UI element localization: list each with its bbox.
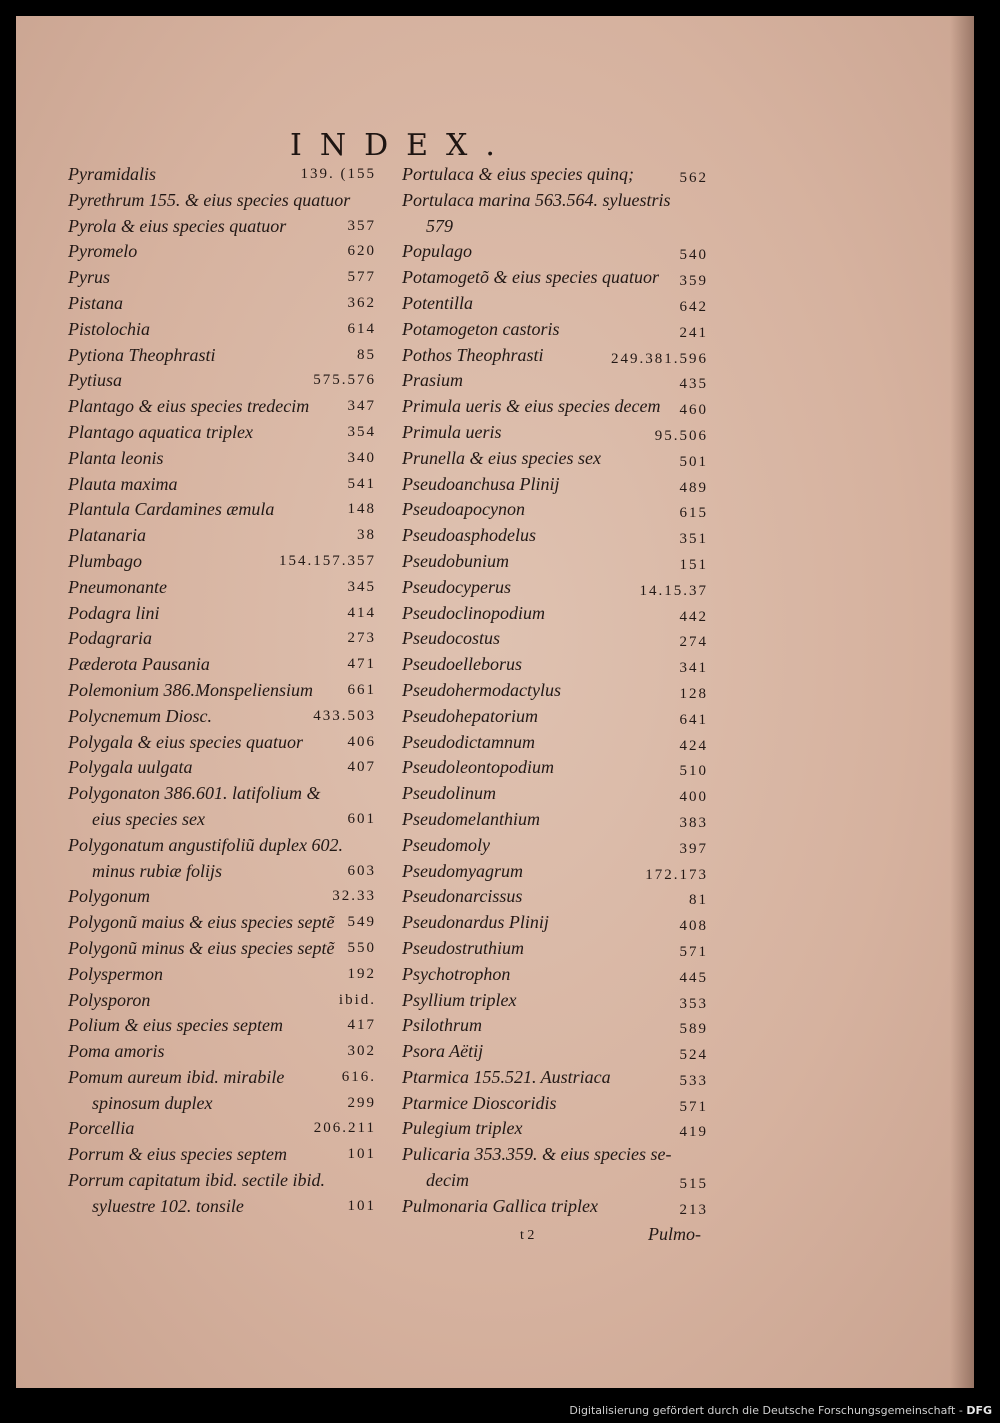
- entry-term: Pseudohermodactylus: [402, 679, 561, 700]
- index-entry: [402, 549, 712, 575]
- entry-term: Pseudobunium: [402, 550, 509, 571]
- index-entry: [68, 1116, 380, 1142]
- entry-term: Pyrethrum 155. & eius species quatuor: [68, 189, 351, 210]
- entry-page-ref: 128: [679, 685, 708, 702]
- entry-page-ref: 549: [347, 914, 376, 931]
- entry-term: Polygonũ maius & eius species septẽ: [68, 912, 335, 933]
- entry-term: Polysporon: [68, 989, 151, 1010]
- entry-page-ref: 85: [357, 346, 376, 363]
- entry-page-ref: 353: [679, 995, 708, 1012]
- index-entry: [68, 1065, 380, 1091]
- entry-page-ref: 540: [679, 247, 708, 264]
- entry-term: spinosum duplex: [92, 1092, 213, 1113]
- entry-page-ref: 302: [347, 1043, 376, 1060]
- entry-term: Porrum capitatum ibid. sectile ibid.: [68, 1170, 325, 1191]
- entry-page-ref: 571: [679, 1098, 708, 1115]
- index-entry: [402, 394, 712, 420]
- index-entry: [402, 807, 712, 833]
- entry-page-ref: 341: [679, 660, 708, 677]
- index-entry: [68, 678, 380, 704]
- entry-term: Pytiusa: [68, 370, 122, 391]
- index-entry: [402, 704, 712, 730]
- index-entry: [68, 446, 380, 472]
- entry-term: Polium & eius species septem: [68, 1015, 283, 1036]
- entry-page-ref: 515: [679, 1176, 708, 1193]
- entry-term: Porrum & eius species septem: [68, 1144, 287, 1165]
- entry-term: Polygonũ minus & eius species septẽ: [68, 937, 335, 958]
- entry-term: Prasium: [402, 370, 464, 391]
- index-entry: [68, 652, 380, 678]
- entry-term: Polygala & eius species quatuor: [68, 731, 303, 752]
- entry-page-ref: 571: [679, 943, 708, 960]
- entry-page-ref: 615: [679, 505, 708, 522]
- index-entry: [402, 1116, 712, 1142]
- index-entry: [68, 188, 380, 214]
- entry-term: Polemonium 386.Monspeliensium: [68, 679, 313, 700]
- entry-term: Populago: [402, 241, 472, 262]
- entry-page-ref: 172.173: [645, 866, 708, 883]
- entry-term: Pseudocostus: [402, 628, 500, 649]
- entry-term: eius species sex: [92, 808, 205, 829]
- entry-page-ref: 442: [679, 608, 708, 625]
- entry-page-ref: 95.506: [654, 427, 708, 444]
- index-entry: [402, 936, 712, 962]
- entry-page-ref: 14.15.37: [639, 582, 708, 599]
- index-entry: [402, 420, 712, 446]
- index-entry: [68, 239, 380, 265]
- credit-text: Digitalisierung gefördert durch die Deutsche Forschungsgemeinschaft -: [569, 1404, 963, 1417]
- entry-page-ref: 601: [347, 810, 376, 827]
- index-entry: [402, 1091, 712, 1117]
- entry-term: Portulaca marina 563.564. syluestris: [402, 189, 671, 210]
- index-entry: [402, 652, 712, 678]
- entry-term: Pseudomoly: [402, 834, 490, 855]
- entry-page-ref: 273: [347, 630, 376, 647]
- entry-page-ref: 345: [347, 578, 376, 595]
- entry-page-ref: 641: [679, 711, 708, 728]
- entry-term: Pseudomyagrum: [402, 860, 523, 881]
- entry-page-ref: 274: [679, 634, 708, 651]
- entry-page-ref: 524: [679, 1047, 708, 1064]
- index-entry: [68, 575, 380, 601]
- entry-term: Plantula Cardamines æmula: [68, 499, 275, 520]
- entry-page-ref: 642: [679, 298, 708, 315]
- entry-term: Pseudolinum: [402, 783, 496, 804]
- entry-term: Pseudohepatorium: [402, 705, 538, 726]
- entry-page-ref: 406: [347, 733, 376, 750]
- entry-page-ref: 347: [347, 398, 376, 415]
- entry-term: Plauta maxima: [68, 473, 178, 494]
- index-entry: [402, 1142, 712, 1168]
- index-entry: [68, 549, 380, 575]
- entry-term: Pistana: [68, 292, 124, 313]
- index-entry: [402, 755, 712, 781]
- entry-page-ref: 417: [347, 1017, 376, 1034]
- index-entry: [68, 420, 380, 446]
- entry-page-ref: 407: [347, 759, 376, 776]
- index-entry: [402, 833, 712, 859]
- index-entry: [402, 988, 712, 1014]
- entry-term: 579: [426, 215, 453, 236]
- entry-page-ref: 489: [679, 479, 708, 496]
- index-entry: [402, 626, 712, 652]
- entry-term: Polygonum: [68, 886, 150, 907]
- entry-page-ref: 139. (155: [300, 166, 376, 182]
- page-edge-shadow: [950, 16, 974, 1388]
- index-entry: [402, 239, 712, 265]
- index-entry: [68, 1091, 380, 1117]
- entry-term: Planta leonis: [68, 447, 164, 468]
- index-entry: [68, 162, 380, 188]
- index-entry: [68, 1142, 380, 1168]
- entry-term: Pyrola & eius species quatuor: [68, 215, 287, 236]
- entry-page-ref: 408: [679, 918, 708, 935]
- entry-term: Potentilla: [402, 292, 473, 313]
- entry-page-ref: 299: [347, 1094, 376, 1111]
- entry-page-ref: 589: [679, 1021, 708, 1038]
- entry-term: Polygonatum angustifoliũ duplex 602.: [68, 834, 343, 855]
- index-entry: [402, 214, 712, 240]
- entry-page-ref: 419: [679, 1124, 708, 1141]
- index-entry: [68, 884, 380, 910]
- index-entry: [68, 626, 380, 652]
- index-entry: [402, 188, 712, 214]
- entry-term: Pæderota Pausania: [68, 654, 210, 675]
- entry-term: Pseudonardus Plinij: [402, 912, 549, 933]
- index-entry: [68, 265, 380, 291]
- entry-page-ref: 81: [689, 892, 708, 909]
- index-entry: [68, 1039, 380, 1065]
- entry-page-ref: 616.: [341, 1068, 376, 1085]
- index-column-left: [68, 162, 380, 1220]
- entry-page-ref: 148: [347, 501, 376, 518]
- index-entry: [68, 704, 380, 730]
- entry-term: Pseudoleontopodium: [402, 757, 554, 778]
- entry-page-ref: 577: [347, 269, 376, 286]
- entry-term: Pomum aureum ibid. mirabile: [68, 1066, 285, 1087]
- entry-term: minus rubiæ folijs: [92, 860, 223, 881]
- entry-term: Prunella & eius species sex: [402, 447, 601, 468]
- entry-page-ref: 471: [347, 656, 376, 673]
- index-entry: [68, 807, 380, 833]
- index-entry: [402, 859, 712, 885]
- entry-page-ref: 354: [347, 423, 376, 440]
- entry-page-ref: 460: [679, 402, 708, 419]
- index-entry: [402, 265, 712, 291]
- entry-page-ref: 533: [679, 1072, 708, 1089]
- index-entry: [402, 523, 712, 549]
- entry-page-ref: 510: [679, 763, 708, 780]
- index-entry: [402, 446, 712, 472]
- entry-page-ref: 32.33: [332, 888, 376, 905]
- entry-page-ref: 101: [347, 1146, 376, 1163]
- entry-page-ref: 445: [679, 969, 708, 986]
- index-entry: [402, 291, 712, 317]
- entry-page-ref: 192: [347, 965, 376, 982]
- entry-term: Polyspermon: [68, 963, 163, 984]
- entry-term: Platanaria: [68, 525, 147, 546]
- index-entry: [402, 910, 712, 936]
- entry-term: Pulmonaria Gallica triplex: [402, 1195, 598, 1216]
- entry-term: Porcellia: [68, 1118, 135, 1139]
- entry-page-ref: 661: [347, 681, 376, 698]
- entry-term: Pyramidalis: [68, 164, 156, 184]
- index-entry: [68, 214, 380, 240]
- entry-page-ref: 424: [679, 737, 708, 754]
- entry-page-ref: 550: [347, 939, 376, 956]
- entry-term: Psora Aëtij: [402, 1041, 484, 1062]
- entry-page-ref: 249.381.596: [611, 350, 708, 367]
- index-entry: [402, 1065, 712, 1091]
- entry-page-ref: 206.211: [313, 1120, 376, 1137]
- entry-term: Potamogetõ & eius species quatuor: [402, 267, 659, 288]
- entry-term: Ptarmica 155.521. Austriaca: [402, 1066, 611, 1087]
- entry-term: Pulicaria 353.359. & eius species se-: [402, 1144, 672, 1165]
- index-entry: [68, 755, 380, 781]
- entry-page-ref: 414: [347, 604, 376, 621]
- entry-term: Pyrus: [68, 267, 110, 288]
- entry-term: Primula ueris & eius species decem: [402, 396, 661, 417]
- entry-term: Pseudonarcissus: [402, 886, 523, 907]
- index-entry: [402, 730, 712, 756]
- entry-term: Podagraria: [68, 628, 153, 649]
- index-entry: [68, 368, 380, 394]
- entry-page-ref: ibid.: [338, 991, 376, 1008]
- entry-term: Pneumonante: [68, 576, 167, 597]
- index-entry: [402, 575, 712, 601]
- index-entry: [402, 472, 712, 498]
- entry-term: Pseudoanchusa Plinij: [402, 473, 560, 494]
- index-entry: [402, 601, 712, 627]
- index-entry: [68, 859, 380, 885]
- entry-page-ref: 101: [347, 1197, 376, 1214]
- entry-term: Primula ueris: [402, 421, 502, 442]
- entry-term: Poma amoris: [68, 1041, 165, 1062]
- entry-page-ref: 340: [347, 449, 376, 466]
- entry-term: Psyllium triplex: [402, 989, 517, 1010]
- entry-term: Pytiona Theophrasti: [68, 344, 216, 365]
- entry-term: Polycnemum Diosc.: [68, 705, 212, 726]
- index-entry: [68, 472, 380, 498]
- entry-term: Pulegium triplex: [402, 1118, 523, 1139]
- entry-term: Polygonaton 386.601. latifolium &: [68, 783, 321, 804]
- page-title: INDEX.: [290, 128, 513, 163]
- entry-page-ref: 383: [679, 814, 708, 831]
- entry-term: Polygala uulgata: [68, 757, 193, 778]
- entry-term: Plantago & eius species tredecim: [68, 396, 310, 417]
- entry-term: Plantago aquatica triplex: [68, 421, 253, 442]
- index-entry: [402, 1039, 712, 1065]
- entry-term: Pseudoapocynon: [402, 499, 525, 520]
- entry-page-ref: 397: [679, 840, 708, 857]
- index-entry: [402, 343, 712, 369]
- index-entry: [68, 988, 380, 1014]
- index-entry: [68, 497, 380, 523]
- index-entry: [68, 1168, 380, 1194]
- entry-page-ref: 351: [679, 531, 708, 548]
- entry-term: Pseudoelleborus: [402, 654, 522, 675]
- entry-term: Pseudostruthium: [402, 937, 525, 958]
- entry-page-ref: 501: [679, 453, 708, 470]
- index-entry: [402, 317, 712, 343]
- index-entry: [68, 730, 380, 756]
- index-entry: [68, 394, 380, 420]
- entry-term: Pseudoclinopodium: [402, 602, 545, 623]
- index-entry: [68, 1194, 380, 1220]
- index-entry: [68, 833, 380, 859]
- entry-term: Pseudoasphodelus: [402, 525, 536, 546]
- index-entry: [402, 497, 712, 523]
- entry-page-ref: 433.503: [313, 707, 376, 724]
- signature-mark: t 2: [520, 1228, 535, 1243]
- index-entry: [68, 601, 380, 627]
- entry-page-ref: 620: [347, 243, 376, 260]
- index-entry: [402, 678, 712, 704]
- entry-page-ref: 154.157.357: [279, 552, 376, 569]
- entry-page-ref: 603: [347, 862, 376, 879]
- entry-term: Pistolochia: [68, 318, 150, 339]
- entry-term: Portulaca & eius species quinq;: [402, 164, 634, 184]
- index-entry: [402, 1013, 712, 1039]
- index-entry: [402, 781, 712, 807]
- entry-term: Plumbago: [68, 550, 142, 571]
- entry-page-ref: 614: [347, 320, 376, 337]
- entry-page-ref: 359: [679, 273, 708, 290]
- index-entry: [68, 343, 380, 369]
- entry-page-ref: 151: [679, 556, 708, 573]
- index-entry: [68, 781, 380, 807]
- index-entry: [68, 936, 380, 962]
- entry-page-ref: 38: [357, 527, 376, 544]
- entry-term: Pyromelo: [68, 241, 138, 262]
- index-entry: [402, 1194, 712, 1220]
- index-entry: [402, 962, 712, 988]
- index-entry: [402, 368, 712, 394]
- entry-page-ref: 241: [679, 324, 708, 341]
- index-entry: [68, 317, 380, 343]
- index-entry: [68, 291, 380, 317]
- index-entry: [68, 962, 380, 988]
- index-entry: [402, 884, 712, 910]
- entry-page-ref: 562: [679, 170, 708, 186]
- entry-page-ref: 541: [347, 475, 376, 492]
- entry-term: Potamogeton castoris: [402, 318, 560, 339]
- entry-term: Pseudodictamnum: [402, 731, 535, 752]
- digitization-credit: [569, 1404, 992, 1417]
- entry-term: Pseudocyperus: [402, 576, 511, 597]
- dfg-logo: DFG: [966, 1404, 992, 1417]
- entry-page-ref: 357: [347, 217, 376, 234]
- entry-term: Pseudomelanthium: [402, 808, 540, 829]
- index-column-right: [402, 162, 712, 1220]
- index-entry: [402, 162, 712, 188]
- entry-page-ref: 213: [679, 1201, 708, 1218]
- entry-page-ref: 362: [347, 294, 376, 311]
- index-entry: [68, 910, 380, 936]
- entry-page-ref: 575.576: [313, 372, 376, 389]
- index-entry: [68, 523, 380, 549]
- entry-term: Psychotrophon: [402, 963, 511, 984]
- entry-term: decim: [426, 1170, 469, 1191]
- entry-term: Pothos Theophrasti: [402, 344, 544, 365]
- index-entry: [402, 1168, 712, 1194]
- entry-term: Ptarmice Dioscoridis: [402, 1092, 557, 1113]
- entry-page-ref: 400: [679, 789, 708, 806]
- entry-term: Psilothrum: [402, 1015, 483, 1036]
- entry-page-ref: 435: [679, 376, 708, 393]
- catchword: Pulmo-: [648, 1224, 701, 1244]
- entry-term: Podagra lini: [68, 602, 160, 623]
- index-entry: [68, 1013, 380, 1039]
- entry-term: syluestre 102. tonsile: [92, 1195, 244, 1216]
